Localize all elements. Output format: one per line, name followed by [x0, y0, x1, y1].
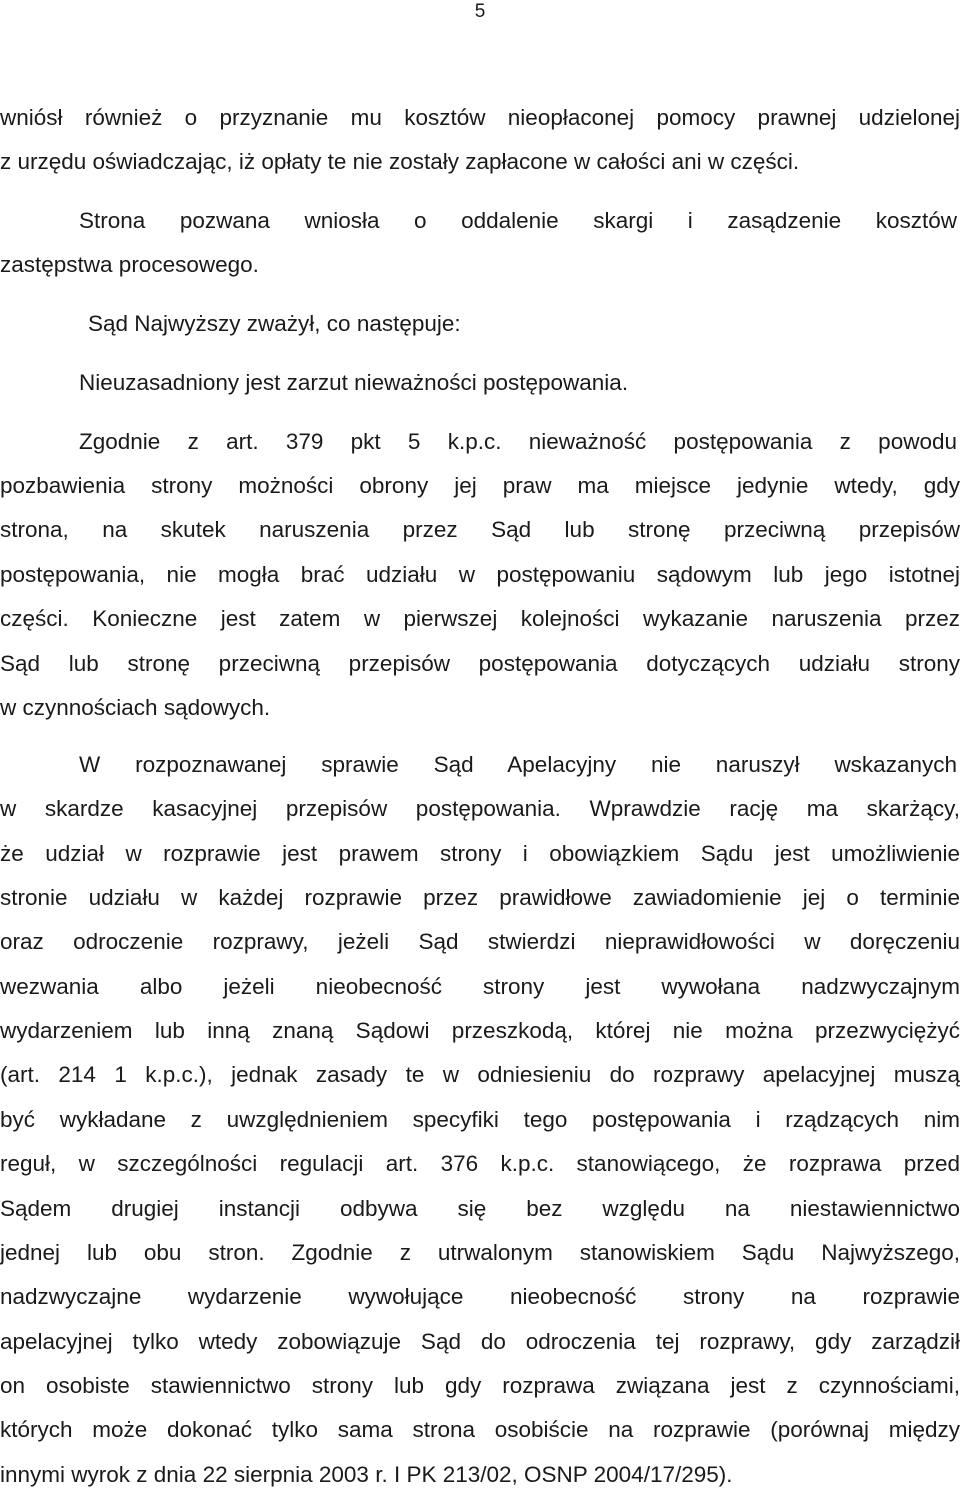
- text-line: apelacyjnej tylko wtedy zobowiązuje Sąd do odroczenia tej rozprawy, gdy zarządził: [0, 1329, 960, 1354]
- text-line: w skardze kasacyjnej przepisów postępowania. Wprawdzie rację ma skarżący,: [0, 796, 960, 821]
- text-line: Zgodnie z art. 379 pkt 5 k.p.c. nieważność postępowania z powodu: [79, 429, 957, 454]
- text-line: Sąd lub stronę przeciwną przepisów postępowania dotyczących udziału strony: [0, 651, 960, 676]
- text-line: że udział w rozprawie jest prawem strony i obowiązkiem Sądu jest umożliwienie: [0, 841, 960, 866]
- text-line: wezwania albo jeżeli nieobecność strony jest wywołana nadzwyczajnym: [0, 974, 960, 999]
- text-line: nadzwyczajne wydarzenie wywołujące nieobecność strony na rozprawie: [0, 1284, 960, 1309]
- text-line: których może dokonać tylko sama strona osobiście na rozprawie (porównaj między: [0, 1417, 960, 1442]
- section-heading: Sąd Najwyższy zważył, co następuje:: [88, 311, 461, 336]
- text-line: jednej lub obu stron. Zgodnie z utrwalonym stanowiskiem Sądu Najwyższego,: [0, 1240, 960, 1265]
- text-line: wydarzeniem lub inną znaną Sądowi przeszkodą, której nie można przezwyciężyć: [0, 1018, 960, 1043]
- text-line: on osobiste stawiennictwo strony lub gdy rozprawa związana jest z czynnościami,: [0, 1373, 960, 1398]
- page-number: 5: [474, 1, 486, 22]
- text-line: Sądem drugiej instancji odbywa się bez względu na niestawiennictwo: [0, 1196, 960, 1221]
- text-line: z urzędu oświadczając, iż opłaty te nie zostały zapłacone w całości ani w części.: [0, 149, 800, 174]
- text-line: postępowania, nie mogła brać udziału w postępowaniu sądowym lub jego istotnej: [0, 562, 960, 587]
- text-line: innymi wyrok z dnia 22 sierpnia 2003 r. I PK 213/02, OSNP 2004/17/295).: [0, 1462, 733, 1487]
- text-line: części. Konieczne jest zatem w pierwszej kolejności wykazanie naruszenia przez: [0, 606, 960, 631]
- text-line: (art. 214 1 k.p.c.), jednak zasady te w odniesieniu do rozprawy apelacyjnej muszą: [0, 1062, 960, 1087]
- text-line: zastępstwa procesowego.: [0, 252, 259, 277]
- text-line: wniósł również o przyznanie mu kosztów nieopłaconej pomocy prawnej udzielonej: [0, 105, 960, 130]
- text-line: reguł, w szczególności regulacji art. 376 k.p.c. stanowiącego, że rozprawa przed: [0, 1151, 960, 1176]
- text-line: Strona pozwana wniosła o oddalenie skargi i zasądzenie kosztów: [79, 208, 957, 233]
- text-line: stronie udziału w każdej rozprawie przez prawidłowe zawiadomienie jej o terminie: [0, 885, 960, 910]
- text-line: w czynnościach sądowych.: [0, 695, 271, 720]
- text-line: oraz odroczenie rozprawy, jeżeli Sąd stwierdzi nieprawidłowości w doręczeniu: [0, 929, 960, 954]
- text-line: być wykładane z uwzględnieniem specyfiki tego postępowania i rządzących nim: [0, 1107, 960, 1132]
- text-line: Nieuzasadniony jest zarzut nieważności postępowania.: [79, 370, 629, 395]
- text-line: pozbawienia strony możności obrony jej praw ma miejsce jedynie wtedy, gdy: [0, 473, 960, 498]
- text-line: W rozpoznawanej sprawie Sąd Apelacyjny nie naruszył wskazanych: [79, 752, 957, 777]
- text-line: strona, na skutek naruszenia przez Sąd lub stronę przeciwną przepisów: [0, 517, 960, 542]
